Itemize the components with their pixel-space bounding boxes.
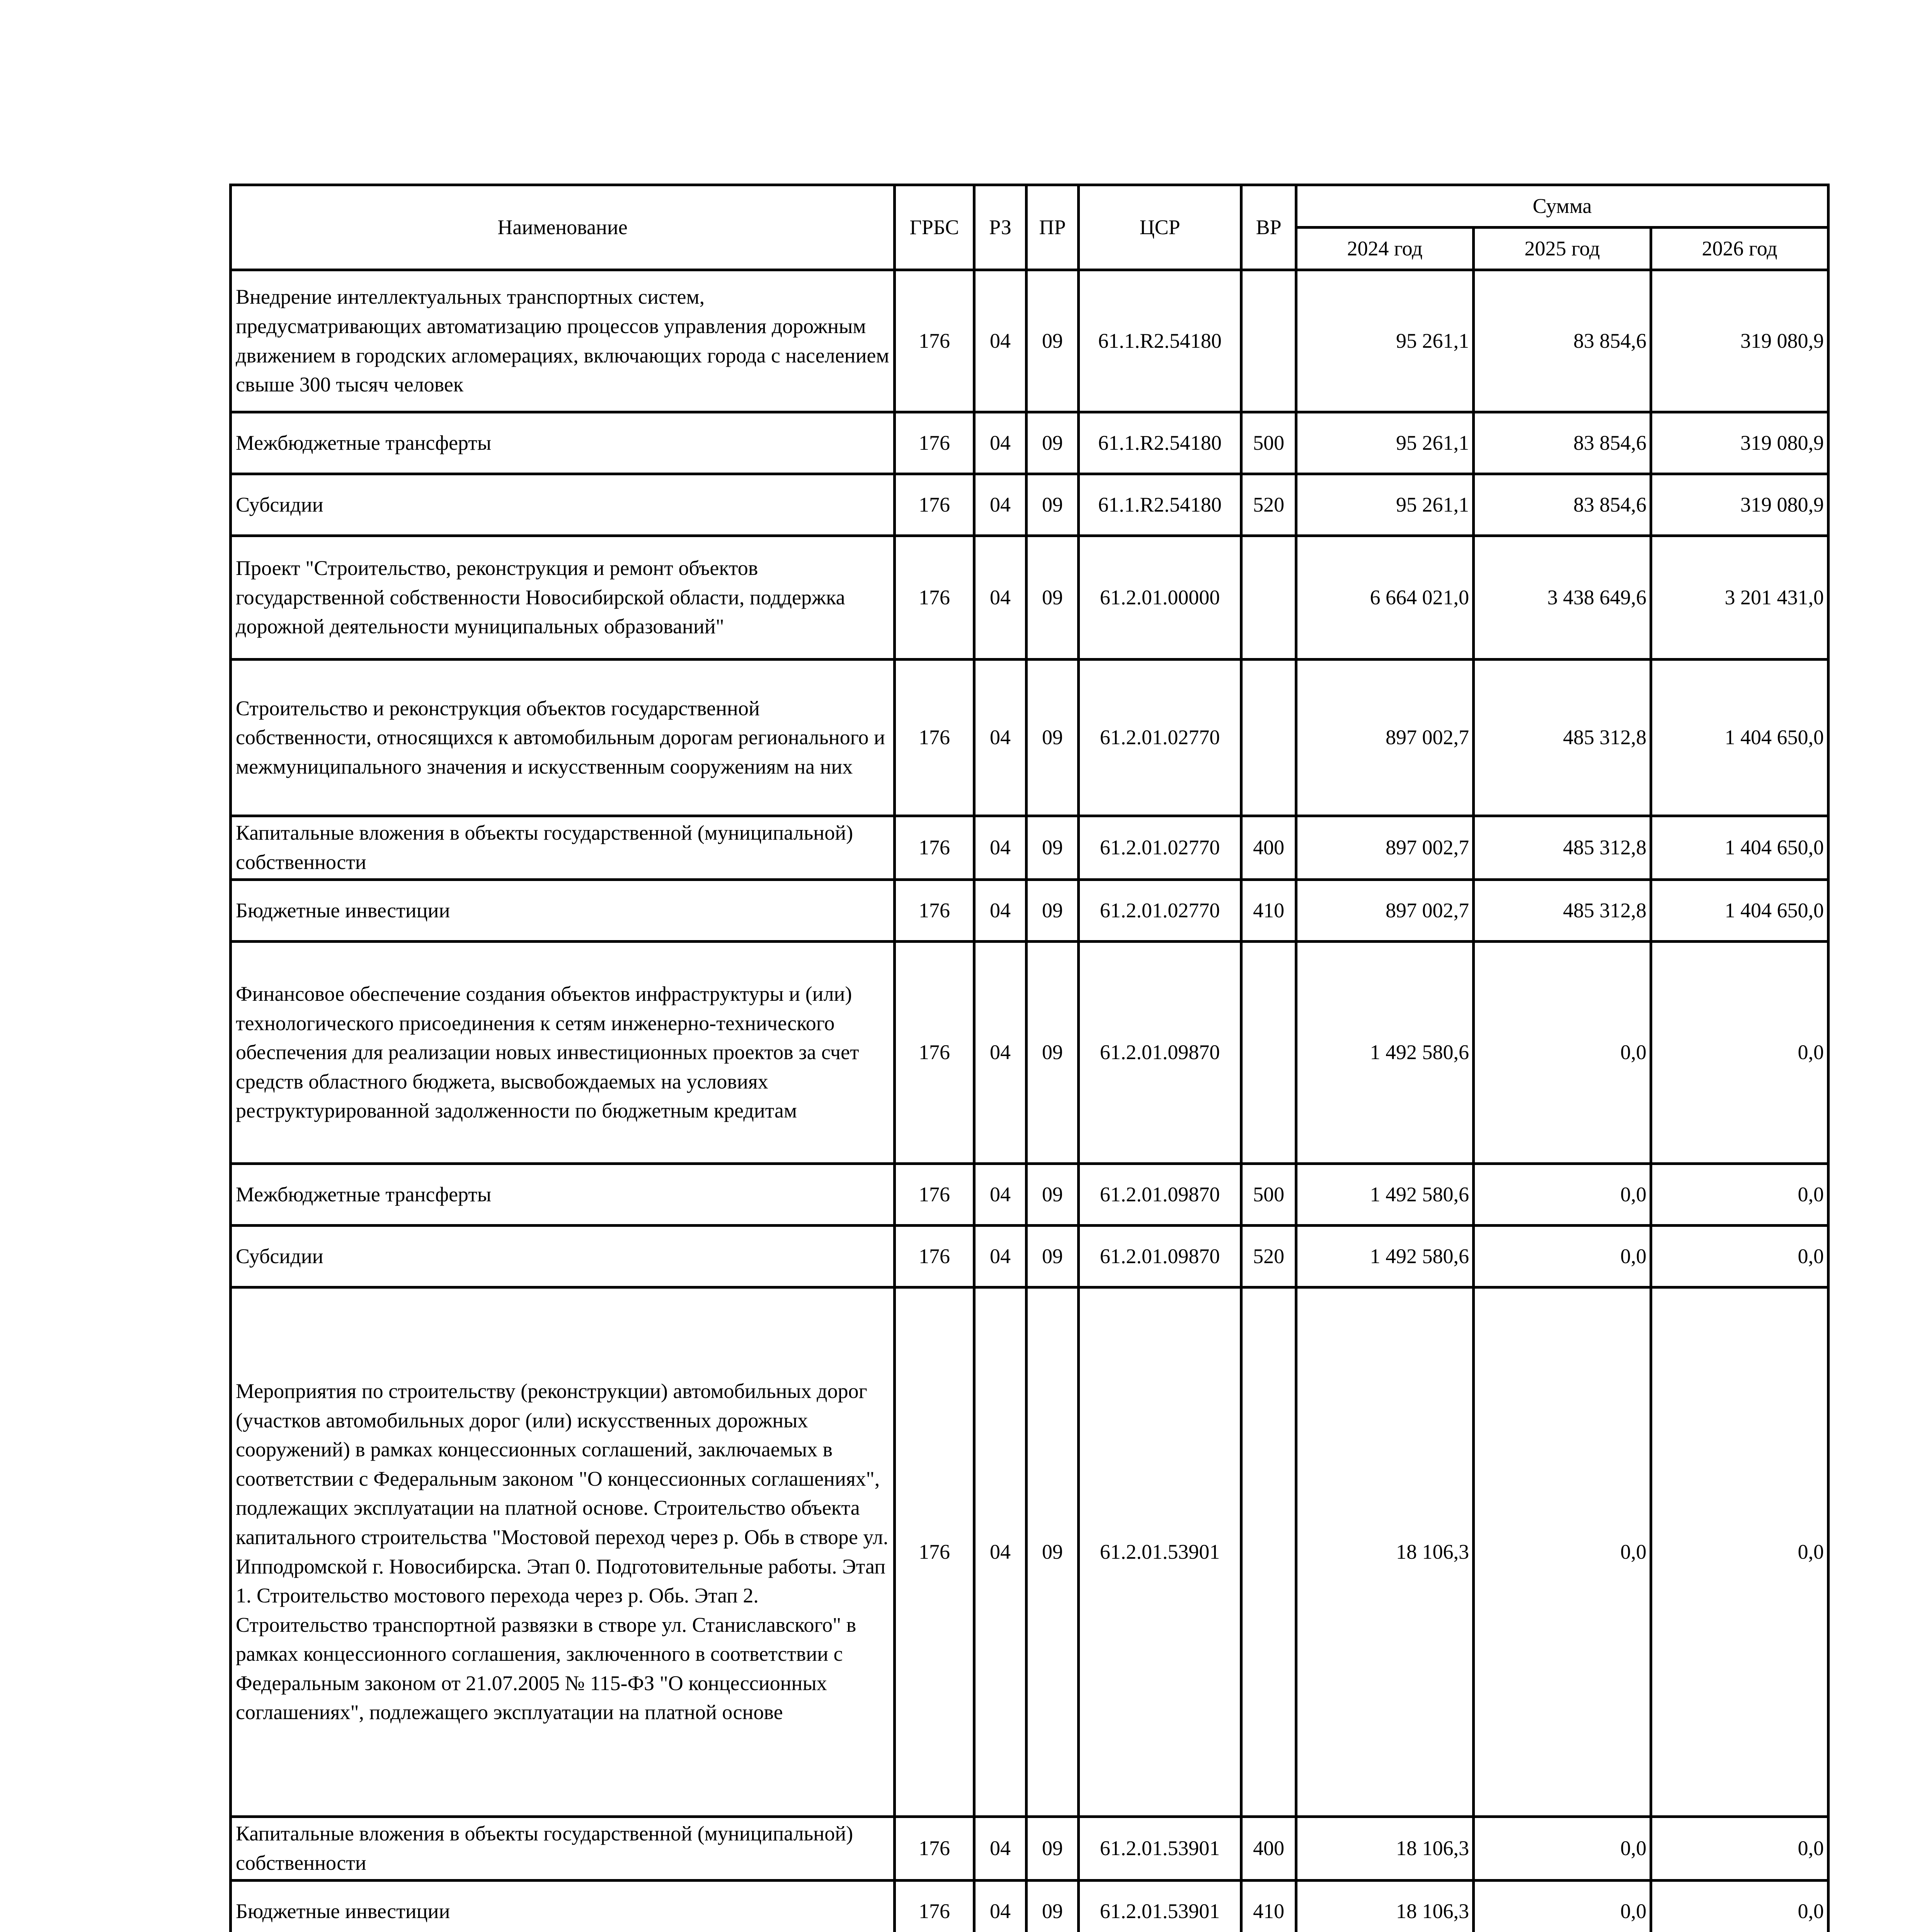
header-2025: 2025 год: [1474, 228, 1651, 270]
cell-year-2025: 83 854,6: [1474, 270, 1651, 412]
cell-year-2025: 0,0: [1474, 1164, 1651, 1226]
cell-csr: 61.2.01.53901: [1079, 1881, 1241, 1932]
cell-year-2024: 1 492 580,6: [1296, 1164, 1474, 1226]
cell-rz: 04: [974, 474, 1027, 536]
table-row: [231, 1817, 1828, 1881]
cell-name: Межбюджетные трансферты: [231, 1164, 895, 1226]
cell-vr: 410: [1241, 880, 1296, 942]
cell-name: Строительство и реконструкция объектов государственной собственности, относящихся к автомобильным дорогам регионального и межмуниципального значения и искусственным сооружениям на них: [231, 660, 895, 816]
cell-csr: 61.2.01.02770: [1079, 660, 1241, 816]
cell-pr: 09: [1027, 1164, 1079, 1226]
cell-name: Бюджетные инвестиции: [231, 1881, 895, 1932]
cell-pr: 09: [1027, 660, 1079, 816]
cell-pr: 09: [1027, 536, 1079, 660]
cell-year-2024: 1 492 580,6: [1296, 1226, 1474, 1287]
cell-year-2024: 95 261,1: [1296, 270, 1474, 412]
header-vr: ВР: [1241, 185, 1296, 270]
table-row: [231, 880, 1828, 942]
header-name: Наименование: [231, 185, 895, 270]
cell-name: Проект "Строительство, реконструкция и ремонт объектов государственной собственности Новосибирской области, поддержка дорожной деятельности муниципальных образований": [231, 536, 895, 660]
cell-grbs: 176: [895, 1226, 974, 1287]
header-grbs: ГРБС: [895, 185, 974, 270]
cell-name: Субсидии: [231, 474, 895, 536]
cell-year-2026: 0,0: [1651, 1817, 1828, 1881]
cell-year-2025: 0,0: [1474, 1817, 1651, 1881]
cell-rz: 04: [974, 1817, 1027, 1881]
cell-rz: 04: [974, 270, 1027, 412]
cell-year-2026: 1 404 650,0: [1651, 816, 1828, 880]
cell-pr: 09: [1027, 1287, 1079, 1817]
table-row: [231, 474, 1828, 536]
table-row: [231, 1226, 1828, 1287]
cell-year-2024: 897 002,7: [1296, 880, 1474, 942]
cell-year-2026: 319 080,9: [1651, 412, 1828, 474]
cell-grbs: 176: [895, 1881, 974, 1932]
cell-vr: [1241, 270, 1296, 412]
cell-rz: 04: [974, 1881, 1027, 1932]
cell-csr: 61.2.01.09870: [1079, 1226, 1241, 1287]
cell-csr: 61.1.R2.54180: [1079, 270, 1241, 412]
table-row: [231, 412, 1828, 474]
cell-grbs: 176: [895, 1164, 974, 1226]
cell-year-2026: 1 404 650,0: [1651, 660, 1828, 816]
cell-name: Бюджетные инвестиции: [231, 880, 895, 942]
cell-year-2025: 83 854,6: [1474, 412, 1651, 474]
cell-grbs: 176: [895, 412, 974, 474]
cell-rz: 04: [974, 1287, 1027, 1817]
table-header: [231, 185, 1828, 270]
cell-rz: 04: [974, 880, 1027, 942]
cell-vr: [1241, 942, 1296, 1164]
cell-year-2024: 95 261,1: [1296, 474, 1474, 536]
cell-vr: 500: [1241, 1164, 1296, 1226]
cell-csr: 61.2.01.53901: [1079, 1287, 1241, 1817]
cell-csr: 61.2.01.00000: [1079, 536, 1241, 660]
table-row: [231, 270, 1828, 412]
cell-name: Капитальные вложения в объекты государственной (муниципальной) собственности: [231, 1817, 895, 1881]
cell-year-2025: 0,0: [1474, 1226, 1651, 1287]
cell-pr: 09: [1027, 412, 1079, 474]
cell-name: Капитальные вложения в объекты государственной (муниципальной) собственности: [231, 816, 895, 880]
cell-rz: 04: [974, 412, 1027, 474]
cell-year-2026: 319 080,9: [1651, 474, 1828, 536]
cell-pr: 09: [1027, 816, 1079, 880]
cell-vr: [1241, 660, 1296, 816]
cell-year-2026: 0,0: [1651, 1287, 1828, 1817]
table-body: [231, 270, 1828, 1932]
cell-year-2024: 897 002,7: [1296, 816, 1474, 880]
cell-year-2026: 319 080,9: [1651, 270, 1828, 412]
cell-pr: 09: [1027, 880, 1079, 942]
cell-grbs: 176: [895, 1817, 974, 1881]
cell-pr: 09: [1027, 474, 1079, 536]
cell-rz: 04: [974, 816, 1027, 880]
cell-csr: 61.2.01.02770: [1079, 880, 1241, 942]
cell-year-2025: 485 312,8: [1474, 816, 1651, 880]
cell-vr: 520: [1241, 474, 1296, 536]
cell-year-2026: 1 404 650,0: [1651, 880, 1828, 942]
cell-year-2026: 0,0: [1651, 942, 1828, 1164]
table-row: [231, 816, 1828, 880]
cell-rz: 04: [974, 1226, 1027, 1287]
cell-vr: 520: [1241, 1226, 1296, 1287]
cell-year-2025: 485 312,8: [1474, 880, 1651, 942]
cell-csr: 61.1.R2.54180: [1079, 474, 1241, 536]
cell-rz: 04: [974, 1164, 1027, 1226]
cell-vr: [1241, 536, 1296, 660]
cell-year-2024: 18 106,3: [1296, 1817, 1474, 1881]
cell-vr: 500: [1241, 412, 1296, 474]
cell-year-2024: 18 106,3: [1296, 1287, 1474, 1817]
cell-pr: 09: [1027, 270, 1079, 412]
budget-table: [229, 184, 1830, 1932]
cell-year-2025: 0,0: [1474, 1881, 1651, 1932]
cell-grbs: 176: [895, 880, 974, 942]
cell-pr: 09: [1027, 942, 1079, 1164]
cell-year-2025: 485 312,8: [1474, 660, 1651, 816]
cell-csr: 61.2.01.02770: [1079, 816, 1241, 880]
cell-grbs: 176: [895, 270, 974, 412]
cell-grbs: 176: [895, 474, 974, 536]
cell-csr: 61.2.01.53901: [1079, 1817, 1241, 1881]
cell-rz: 04: [974, 660, 1027, 816]
cell-year-2024: 95 261,1: [1296, 412, 1474, 474]
table-row: [231, 1287, 1828, 1817]
cell-name: Мероприятия по строительству (реконструкции) автомобильных дорог (участков автомобильных дорог (или) искусственных дорожных сооружений) в рамках концессионных соглашений, заключаемых в соответствии с Федеральным законом "О концессионных соглашениях", подлежащих эксплуатации на платной основе. Строительство объекта капитального строительства "Мостовой переход через р. Обь в створе ул. Ипподромской г. Новосибирска. Этап 0. Подготовительные работы. Этап 1. Строительство мостового перехода через р. Обь. Этап 2. Строительство транспортной развязки в створе ул. Станиславского" в рамках концессионного соглашения, заключенного в соответствии с Федеральным законом от 21.07.2005 № 115-ФЗ "О концессионных соглашениях", подлежащего эксплуатации на платной основе: [231, 1287, 895, 1817]
cell-grbs: 176: [895, 942, 974, 1164]
cell-csr: 61.2.01.09870: [1079, 942, 1241, 1164]
table-row: [231, 942, 1828, 1164]
cell-name: Межбюджетные трансферты: [231, 412, 895, 474]
header-rz: РЗ: [974, 185, 1027, 270]
cell-rz: 04: [974, 536, 1027, 660]
cell-vr: [1241, 1287, 1296, 1817]
cell-pr: 09: [1027, 1881, 1079, 1932]
cell-name: Финансовое обеспечение создания объектов инфраструктуры и (или) технологического присоединения к сетям инженерно-технического обеспечения для реализации новых инвестиционных проектов за счет средств областного бюджета, высвобождаемых на условиях реструктурированной задолженности по бюджетным кредитам: [231, 942, 895, 1164]
table-row: [231, 660, 1828, 816]
cell-grbs: 176: [895, 536, 974, 660]
cell-vr: 410: [1241, 1881, 1296, 1932]
cell-rz: 04: [974, 942, 1027, 1164]
cell-year-2024: 1 492 580,6: [1296, 942, 1474, 1164]
table-row: [231, 1881, 1828, 1932]
header-csr: ЦСР: [1079, 185, 1241, 270]
cell-csr: 61.1.R2.54180: [1079, 412, 1241, 474]
cell-csr: 61.2.01.09870: [1079, 1164, 1241, 1226]
cell-name: Субсидии: [231, 1226, 895, 1287]
cell-pr: 09: [1027, 1817, 1079, 1881]
cell-year-2025: 0,0: [1474, 942, 1651, 1164]
header-sum: Сумма: [1296, 185, 1828, 228]
cell-year-2026: 0,0: [1651, 1226, 1828, 1287]
cell-year-2026: 0,0: [1651, 1164, 1828, 1226]
header-2026: 2026 год: [1651, 228, 1828, 270]
cell-year-2024: 18 106,3: [1296, 1881, 1474, 1932]
cell-year-2025: 0,0: [1474, 1287, 1651, 1817]
cell-year-2024: 6 664 021,0: [1296, 536, 1474, 660]
cell-grbs: 176: [895, 660, 974, 816]
cell-grbs: 176: [895, 816, 974, 880]
cell-year-2026: 3 201 431,0: [1651, 536, 1828, 660]
table-row: [231, 1164, 1828, 1226]
table-row: [231, 536, 1828, 660]
header-2024: 2024 год: [1296, 228, 1474, 270]
cell-vr: 400: [1241, 816, 1296, 880]
cell-year-2025: 3 438 649,6: [1474, 536, 1651, 660]
cell-grbs: 176: [895, 1287, 974, 1817]
header-pr: ПР: [1027, 185, 1079, 270]
cell-vr: 400: [1241, 1817, 1296, 1881]
cell-year-2024: 897 002,7: [1296, 660, 1474, 816]
cell-name: Внедрение интеллектуальных транспортных систем, предусматривающих автоматизацию процессов управления дорожным движением в городских агломерациях, включающих города с населением свыше 300 тысяч человек: [231, 270, 895, 412]
cell-pr: 09: [1027, 1226, 1079, 1287]
cell-year-2026: 0,0: [1651, 1881, 1828, 1932]
cell-year-2025: 83 854,6: [1474, 474, 1651, 536]
